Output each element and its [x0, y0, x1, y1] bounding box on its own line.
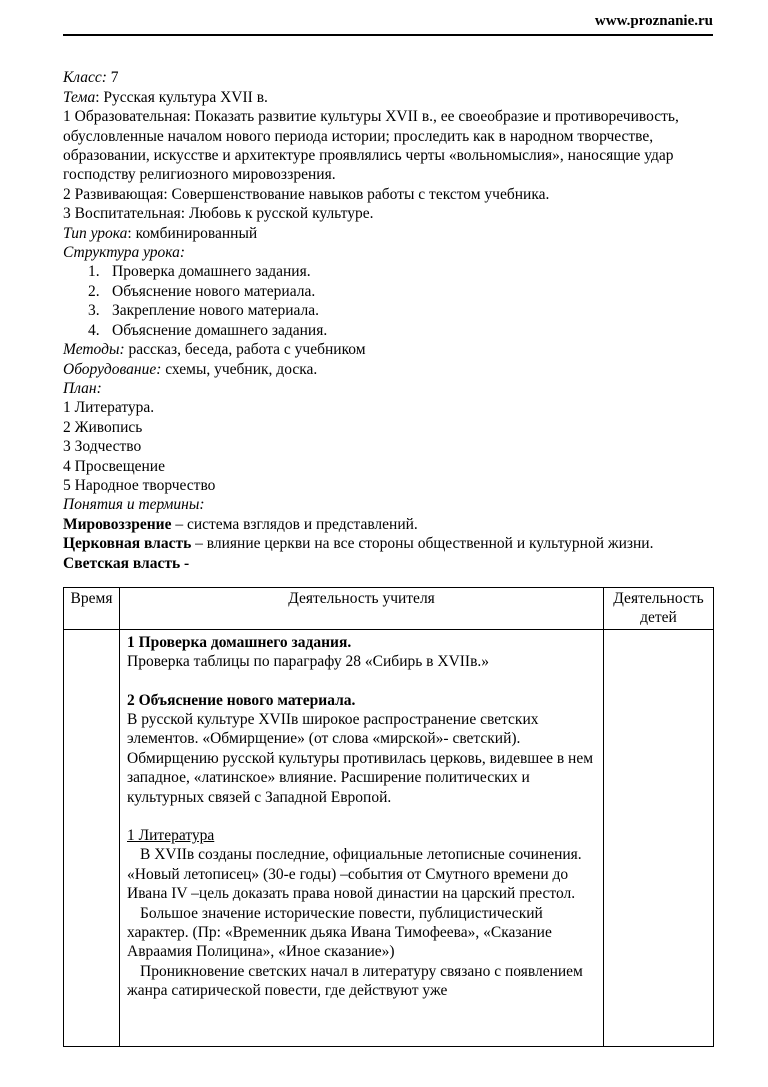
topic-label: Тема	[63, 88, 96, 106]
methods-line	[63, 340, 713, 359]
equipment-value: схемы, учебник, доска.	[161, 360, 318, 378]
class-line	[63, 68, 713, 87]
homework-check-heading: 1 Проверка домашнего задания.	[127, 633, 352, 651]
plan-item-1: 1 Литература.	[63, 399, 155, 417]
structure-item-1-text: Проверка домашнего задания.	[112, 263, 311, 281]
structure-label: Структура урока:	[63, 244, 186, 262]
column-header-children-activity: Деятельность детей	[604, 587, 714, 629]
cell-time	[64, 629, 120, 1046]
topic-line	[63, 88, 713, 107]
lesson-activity-table	[63, 587, 714, 1047]
term-secular-power: Светская власть -	[63, 554, 190, 572]
goal-educational: 1 Образовательная: Показать развитие культуры XVII в., ее своеобразие и противоречивость, обусловленные началом нового периода истории; проследить как в народном творчестве, образовании, искусстве и архитектуре проявлялись черты «вольномыслия», наносящие удар господству религиозного мировоззрения.	[63, 108, 679, 184]
cell-teacher-activity	[120, 629, 604, 1046]
blank-line	[127, 807, 596, 826]
plan-item-5: 5 Народное творчество	[63, 476, 216, 494]
methods-label: Методы:	[63, 341, 125, 359]
literature-section-heading: 1 Литература	[127, 827, 215, 845]
methods-value: рассказ, беседа, работа с учебником	[124, 341, 366, 359]
blank-line	[127, 672, 596, 691]
term-worldview-word: Мировоззрение	[63, 515, 172, 533]
structure-item-4-text: Объяснение домашнего задания.	[112, 321, 328, 339]
literature-paragraph-2: Большое значение исторические повести, публицистический характер. (Пр: «Временник дьяка Ивана Тимофеева», «Сказание Авраамия Полицина», «Иное сказание»)	[127, 904, 552, 961]
table-row	[64, 629, 714, 1046]
topic-value: : Русская культура XVII в.	[95, 88, 268, 106]
lesson-type-label: Тип урока	[63, 224, 128, 242]
plan-item-3: 3 Зодчество	[63, 438, 142, 456]
term-church-power	[63, 534, 713, 553]
term-church-power-word: Церковная власть	[63, 535, 192, 553]
equipment-label: Оборудование:	[63, 360, 162, 378]
class-label: Класс:	[63, 69, 107, 87]
structure-item-2-number: 2.	[88, 282, 100, 300]
lesson-type-value: : комбинированный	[127, 224, 258, 242]
structure-item-2-text: Объяснение нового материала.	[112, 282, 316, 300]
plan-label: План:	[63, 379, 102, 397]
term-church-power-definition: – влияние церкви на все стороны общественной и культурной жизни.	[191, 535, 654, 553]
plan-item-2: 2 Живопись	[63, 418, 143, 436]
new-material-heading: 2 Объяснение нового материала.	[127, 691, 356, 709]
table-header-row	[64, 587, 714, 629]
goal-developing: 2 Развивающая: Совершенствование навыков работы с текстом учебника.	[63, 185, 550, 203]
page-header	[63, 12, 713, 36]
term-worldview-definition: – система взглядов и представлений.	[171, 515, 418, 533]
column-header-time: Время	[64, 587, 120, 629]
plan-item-4: 4 Просвещение	[63, 457, 165, 475]
structure-item-1	[88, 262, 713, 281]
structure-item-3-text: Закрепление нового материала.	[112, 302, 320, 320]
cell-children-activity	[604, 629, 714, 1046]
class-value: 7	[106, 69, 119, 87]
site-url: www.proznanie.ru	[594, 13, 713, 29]
structure-item-3	[88, 301, 713, 320]
lesson-plan-body	[63, 68, 713, 573]
structure-item-1-number: 1.	[88, 263, 100, 281]
new-material-text: В русской культуре XVIIв широкое распространение светских элементов. «Обмирщение» (от слова «мирской»- светский). Обмирщению русской культуры противилась церковь, видевшее в нем западное, «латинское» влияние. Расширение политических и культурных связей с Западной Европой.	[127, 711, 594, 806]
homework-check-text: Проверка таблицы по параграфу 28 «Сибирь в XVIIв.»	[127, 653, 490, 671]
structure-item-4-number: 4.	[88, 321, 100, 339]
column-header-teacher-activity: Деятельность учителя	[120, 587, 604, 629]
literature-section-heading-line	[127, 826, 596, 845]
teacher-activity-content	[127, 633, 596, 1001]
literature-paragraph-1: В XVIIв созданы последние, официальные летописные сочинения. «Новый летописец» (30-е годы) –события от Смутного времени до Ивана IV –цель доказать права новой династии на царский престол.	[127, 846, 582, 903]
lesson-type-line	[63, 224, 713, 243]
goal-upbringing: 3 Воспитательная: Любовь к русской культуре.	[63, 205, 374, 223]
structure-item-2	[88, 282, 713, 301]
structure-item-4	[88, 321, 713, 340]
terms-label: Понятия и термины:	[63, 496, 205, 514]
literature-paragraph-3: Проникновение светских начал в литературу связано с появлением жанра сатирической повести, где действуют уже	[127, 962, 583, 1000]
term-worldview	[63, 515, 713, 534]
structure-item-3-number: 3.	[88, 302, 100, 320]
equipment-line	[63, 360, 713, 379]
